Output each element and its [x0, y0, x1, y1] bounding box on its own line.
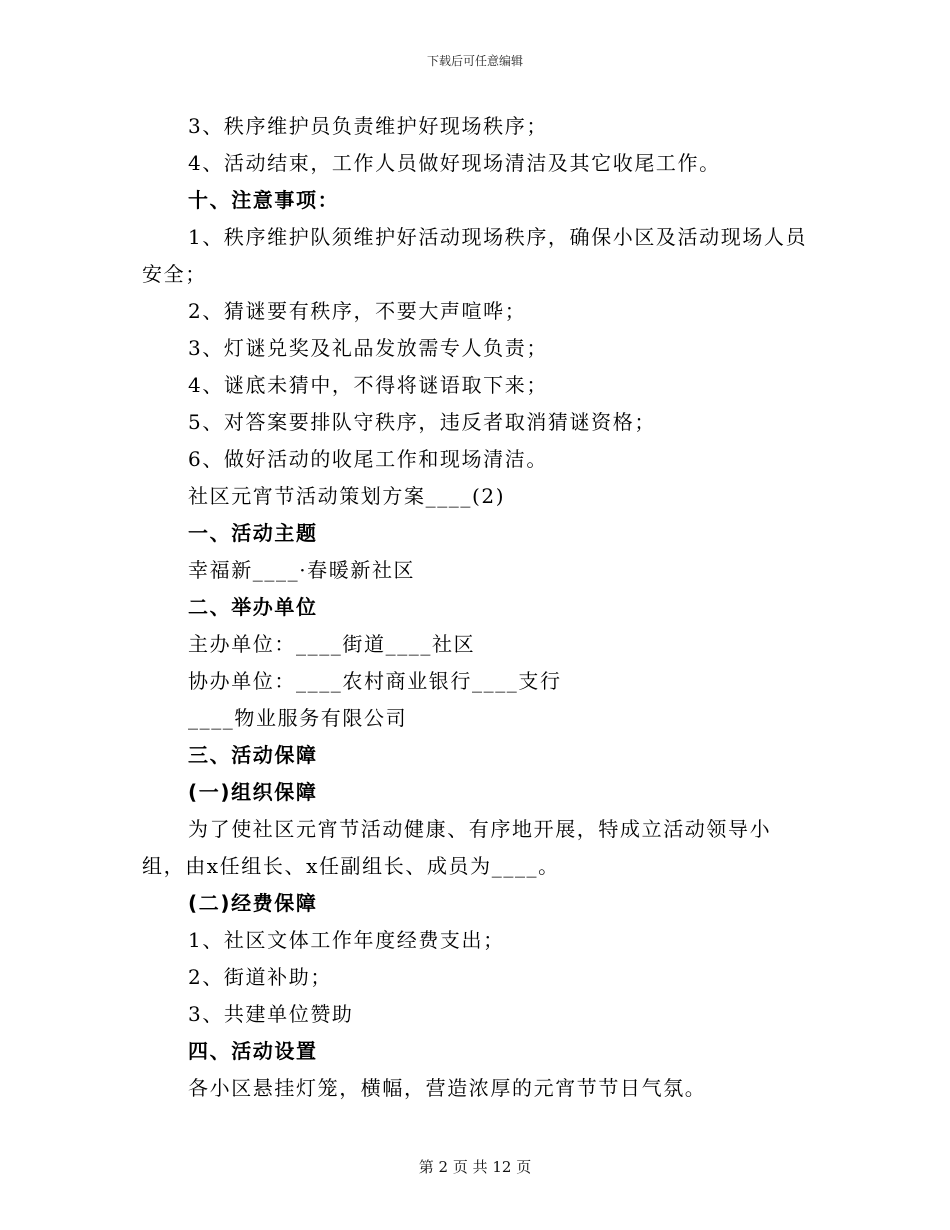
paragraph: 2、街道补助；: [188, 965, 332, 989]
paragraph: 5、对答案要排队守秩序，违反者取消猜谜资格；: [188, 410, 656, 434]
section-heading: 一、活动主题: [188, 521, 318, 545]
document-body: [142, 108, 810, 1107]
paragraph: 各小区悬挂灯笼，横幅，营造浓厚的元宵节节日气氛。: [188, 1076, 707, 1100]
paragraph: 1、秩序维护队须维护好活动现场秩序，确保小区及活动现场人员安全；: [142, 225, 808, 286]
paragraph: 1、社区文体工作年度经费支出；: [188, 928, 505, 952]
paragraph: 6、做好活动的收尾工作和现场清洁。: [188, 447, 548, 471]
paragraph: 幸福新____·春暖新社区: [188, 558, 416, 582]
paragraph: 主办单位：____街道____社区: [188, 632, 476, 656]
paragraph: 协办单位：____农村商业银行____支行: [188, 669, 562, 693]
paragraph: 4、谜底未猜中，不得将谜语取下来；: [188, 373, 548, 397]
subsection-heading: (二)经费保障: [188, 891, 318, 915]
paragraph: 3、秩序维护员负责维护好现场秩序；: [188, 114, 548, 138]
document-subtitle: 社区元宵节活动策划方案____(2): [188, 484, 506, 508]
page-header: 下载后可任意编辑: [426, 54, 523, 68]
page-footer: 第 2 页 共 12 页: [418, 1158, 532, 1176]
paragraph: ____物业服务有限公司: [188, 706, 408, 730]
section-heading: 三、活动保障: [188, 743, 318, 767]
section-heading: 四、活动设置: [188, 1039, 318, 1063]
section-heading: 二、举办单位: [188, 595, 318, 619]
paragraph: 3、共建单位赞助: [188, 1002, 354, 1026]
paragraph: 为了使社区元宵节活动健康、有序地开展，特成立活动领导小组，由x任组长、x任副组长、成员为____。: [142, 817, 772, 878]
section-heading: 十、注意事项：: [188, 188, 340, 212]
paragraph: 3、灯谜兑奖及礼品发放需专人负责；: [188, 336, 548, 360]
subsection-heading: (一)组织保障: [188, 780, 318, 804]
paragraph: 2、猜谜要有秩序，不要大声喧哗；: [188, 299, 527, 323]
paragraph: 4、活动结束，工作人员做好现场清洁及其它收尾工作。: [188, 151, 721, 175]
